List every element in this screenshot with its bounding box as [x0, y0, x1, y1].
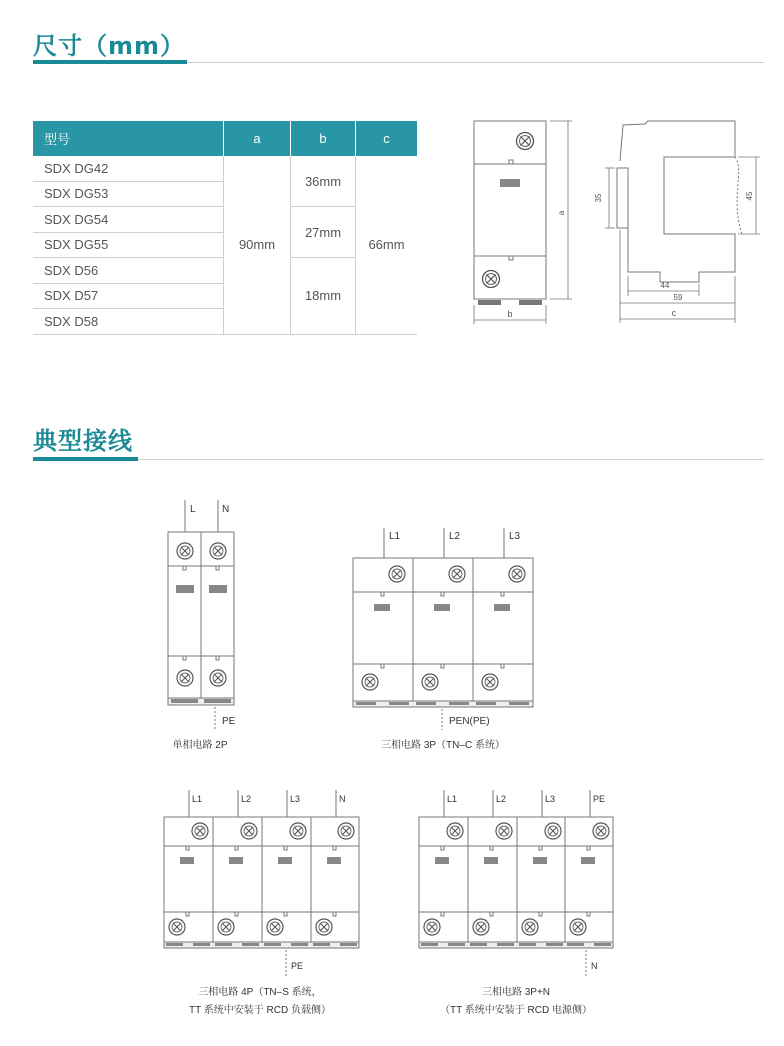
model-cell: SDX DG42: [33, 156, 224, 181]
dim-35-label: 35: [594, 193, 603, 203]
caption-3pn-line2: （TT 系统中安装于 RCD 电源侧）: [439, 1005, 593, 1016]
window-indicator: [434, 604, 450, 611]
b-value-cell: 27mm: [291, 207, 356, 258]
terminal-screw-icon: [447, 823, 463, 839]
wire-label: L1: [192, 794, 203, 804]
terminal-screw-icon: [241, 823, 257, 839]
window-indicator: [484, 857, 498, 864]
wire-label: L3: [545, 794, 556, 804]
window-indicator: [494, 604, 510, 611]
wire-label: L: [190, 504, 196, 515]
terminal-screw-icon: [496, 823, 512, 839]
ground-label: N: [591, 961, 598, 971]
terminal-screw-icon: [482, 674, 498, 690]
window-indicator: [327, 857, 341, 864]
wire-label: N: [222, 504, 230, 515]
diagram-4p: [164, 790, 359, 976]
model-cell: SDX D58: [33, 309, 224, 335]
header-model: 型号: [33, 121, 224, 156]
dim-c-label: c: [671, 308, 677, 318]
window-indicator: [176, 585, 194, 593]
c-value-cell: 66mm: [356, 156, 418, 334]
terminal-screw-icon: [267, 919, 283, 935]
terminal-screw-icon: [473, 919, 489, 935]
ground-label: PE: [291, 961, 304, 971]
wire-label: L2: [449, 531, 461, 542]
caption-4p-line2: TT 系统中安装于 RCD 负载侧）: [188, 1005, 332, 1016]
caption-3p: 三相电路 3P（TN–C 系统）: [381, 740, 505, 751]
terminal-screw-icon: [290, 823, 306, 839]
terminal-screw-icon: [522, 919, 538, 935]
window-indicator: [229, 857, 243, 864]
wire-label: L2: [241, 794, 252, 804]
dim-59-label: 59: [673, 293, 683, 302]
dim-b-label: b: [507, 309, 513, 319]
header-a: a: [224, 121, 291, 156]
wire-label: L2: [496, 794, 507, 804]
window-indicator: [581, 857, 595, 864]
terminal-screw-icon: [362, 674, 378, 690]
wire-label: L3: [509, 531, 521, 542]
model-cell: SDX D57: [33, 283, 224, 309]
diagram-2p: [168, 500, 236, 730]
window-indicator: [180, 857, 194, 864]
terminal-screw-icon: [177, 670, 193, 686]
terminal-screw-icon: [316, 919, 332, 935]
ground-label: PE: [222, 716, 236, 727]
wire-label: PE: [593, 794, 606, 804]
window-indicator: [374, 604, 390, 611]
ground-label: PEN(PE): [449, 716, 490, 727]
caption-2p: 单相电路 2P: [172, 740, 228, 751]
window-indicator: [209, 585, 227, 593]
diagram-3p: [353, 528, 533, 730]
model-cell: SDX DG55: [33, 232, 224, 258]
window-indicator: [278, 857, 292, 864]
terminal-screw-icon: [422, 674, 438, 690]
b-value-cell: 36mm: [291, 156, 356, 207]
dim-44-label: 44: [660, 281, 670, 290]
wire-label: N: [339, 794, 346, 804]
caption-3pn-line1: 三相电路 3P+N: [481, 987, 551, 998]
b-value-cell: 18mm: [291, 258, 356, 335]
terminal-screw-icon: [218, 919, 234, 935]
terminal-screw-icon: [389, 566, 405, 582]
header-b: b: [291, 121, 356, 156]
terminal-screw-icon: [545, 823, 561, 839]
terminal-screw-icon: [424, 919, 440, 935]
model-cell: SDX DG54: [33, 207, 224, 233]
diagram-3p-n: [419, 790, 613, 976]
terminal-screw-icon: [593, 823, 609, 839]
window-indicator: [533, 857, 547, 864]
header-c: c: [356, 121, 418, 156]
wire-label: L3: [290, 794, 301, 804]
dim-a-label: a: [557, 210, 566, 216]
a-value-cell: 90mm: [224, 156, 291, 334]
terminal-screw-icon: [177, 543, 193, 559]
model-cell: SDX DG53: [33, 181, 224, 207]
terminal-screw-icon: [210, 670, 226, 686]
terminal-screw-icon: [210, 543, 226, 559]
wiring-title: 典型接线: [33, 427, 133, 455]
caption-4p-line1: 三相电路 4P（TN–S 系统，: [198, 987, 322, 998]
terminal-screw-icon: [509, 566, 525, 582]
terminal-screw-icon: [338, 823, 354, 839]
terminal-screw-icon: [449, 566, 465, 582]
dimensions-title: 尺寸（mm）: [33, 32, 186, 60]
terminal-screw-icon: [169, 919, 185, 935]
dim-45-label: 45: [745, 191, 754, 201]
terminal-screw-icon: [192, 823, 208, 839]
model-cell: SDX D56: [33, 258, 224, 284]
wire-label: L1: [389, 531, 401, 542]
wire-label: L1: [447, 794, 458, 804]
terminal-screw-icon: [570, 919, 586, 935]
window-indicator: [435, 857, 449, 864]
